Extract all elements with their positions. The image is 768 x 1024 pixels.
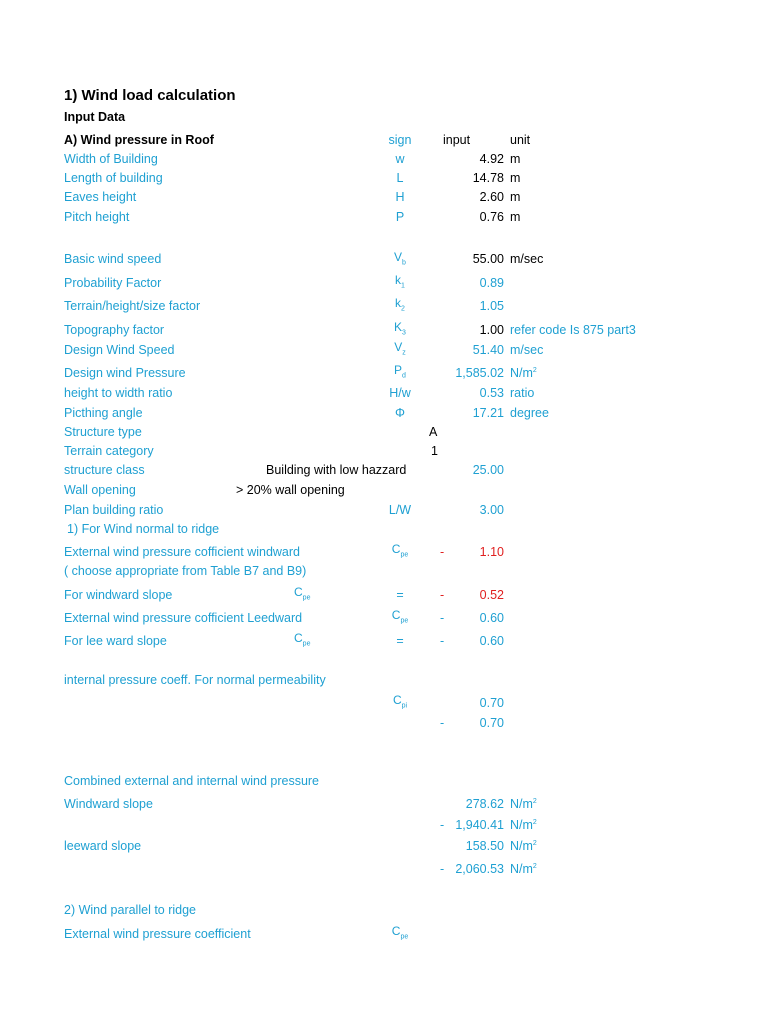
leeward-slope-sign: $C_{pe}$ <box>294 631 311 648</box>
windward-slope-sign: $C_{pe}$ <box>294 585 311 602</box>
wall-opening-desc: > 20% wall opening <box>236 483 345 497</box>
internal-sign: $C_{pi}$ <box>392 693 408 710</box>
combined-windward-1-unit: $N/m^2$ <box>510 797 537 811</box>
eaves-label: Eaves height <box>64 190 137 204</box>
windward-slope-value: 0.52 <box>479 588 504 602</box>
combined-leeward-1-unit: $N/m^2$ <box>510 839 537 853</box>
structure-class-label: structure class <box>64 463 145 477</box>
width-unit: m <box>510 152 521 166</box>
pitch-sign: P <box>395 210 405 224</box>
prob-label: Probability Factor <box>64 276 162 290</box>
combined-leeward-dash: - <box>440 862 445 876</box>
design-pressure-unit: $N/m^2$ <box>510 366 537 380</box>
leeward-slope-value: 0.60 <box>479 634 504 648</box>
angle-value: 17.21 <box>472 406 504 420</box>
design-pressure-value: 1,585.02 <box>455 366 504 380</box>
internal-value-2: 0.70 <box>479 716 504 730</box>
ext-parallel-sign: $C_{pe}$ <box>391 924 409 941</box>
windward-slope-eq: = <box>396 588 404 602</box>
ext-windward-label: External wind pressure cofficient windward <box>64 545 300 559</box>
combined-windward-label: Windward slope <box>64 797 153 811</box>
terrain-cat-value: 1 <box>431 444 438 458</box>
structure-type-label: Structure type <box>64 425 142 439</box>
section-a-heading: A) Wind pressure in Roof <box>64 133 214 147</box>
ext-windward-dash: - <box>440 545 445 559</box>
wall-opening-label: Wall opening <box>64 483 136 497</box>
design-speed-label: Design Wind Speed <box>64 343 175 357</box>
pitch-label: Pitch height <box>64 210 130 224</box>
header-sign: sign <box>388 133 412 147</box>
ext-leeward-label: External wind pressure cofficient Leedward <box>64 611 303 625</box>
width-label: Width of Building <box>64 152 158 166</box>
ext-parallel-label: External wind pressure coefficient <box>64 927 251 941</box>
eaves-value: 2.60 <box>479 190 504 204</box>
hw-ratio-sign: H/w <box>389 386 411 400</box>
ext-leeward-value: 0.60 <box>479 611 504 625</box>
choose-table-note: ( choose appropriate from Table B7 and B9) <box>64 564 307 578</box>
design-pressure-label: Design wind Pressure <box>64 366 186 380</box>
combined-leeward-2-unit: $N/m^2$ <box>510 862 537 876</box>
terrain-sign: $k_2$ <box>395 296 405 313</box>
basic-speed-unit: m/sec <box>510 252 544 266</box>
hw-ratio-value: 0.53 <box>479 386 504 400</box>
combined-windward-1: 278.62 <box>465 797 504 811</box>
topo-sign: $K_3$ <box>394 320 406 337</box>
terrain-cat-label: Terrain category <box>64 444 154 458</box>
angle-unit: degree <box>510 406 549 420</box>
internal-dash: - <box>440 716 445 730</box>
terrain-label: Terrain/height/size factor <box>64 299 201 313</box>
leeward-slope-eq: = <box>396 634 404 648</box>
combined-leeward-label: leeward slope <box>64 839 142 853</box>
design-speed-unit: m/sec <box>510 343 544 357</box>
structure-type-value: A <box>429 425 438 439</box>
windward-slope-label: For windward slope <box>64 588 173 602</box>
ext-leeward-dash: - <box>440 611 445 625</box>
angle-sign: Φ <box>395 406 405 420</box>
page-title: 1) Wind load calculation <box>64 87 236 104</box>
topo-value: 1.00 <box>479 323 504 337</box>
header-unit: unit <box>510 133 531 147</box>
leeward-slope-dash: - <box>440 634 445 648</box>
pitch-value: 0.76 <box>479 210 504 224</box>
length-sign: L <box>396 171 404 185</box>
ext-windward-sign: $C_{pe}$ <box>391 542 409 559</box>
combined-heading: Combined external and internal wind pressure <box>64 774 320 788</box>
internal-value-1: 0.70 <box>479 696 504 710</box>
plan-ratio-sign: L/W <box>388 503 412 517</box>
hw-ratio-label: height to width ratio <box>64 386 173 400</box>
ext-leeward-sign: $C_{pe}$ <box>391 608 409 625</box>
internal-label: internal pressure coeff. For normal permeability <box>64 673 326 687</box>
header-input: input <box>443 133 471 147</box>
topo-unit: refer code Is 875 part3 <box>510 323 636 337</box>
combined-windward-dash: - <box>440 818 445 832</box>
parallel-ridge-heading: 2) Wind parallel to ridge <box>64 903 197 917</box>
plan-ratio-value: 3.00 <box>479 503 504 517</box>
input-data-heading: Input Data <box>64 110 126 124</box>
hw-ratio-unit: ratio <box>510 386 535 400</box>
eaves-unit: m <box>510 190 521 204</box>
plan-ratio-label: Plan building ratio <box>64 503 164 517</box>
angle-label: Picthing angle <box>64 406 143 420</box>
length-label: Length of building <box>64 171 163 185</box>
structure-class-desc: Building with low hazzard <box>266 463 407 477</box>
pitch-unit: m <box>510 210 521 224</box>
width-value: 4.92 <box>479 152 504 166</box>
normal-ridge-heading: 1) For Wind normal to ridge <box>67 522 220 536</box>
combined-leeward-2: 2,060.53 <box>455 862 504 876</box>
topo-label: Topography factor <box>64 323 165 337</box>
length-value: 14.78 <box>472 171 504 185</box>
design-speed-sign: $V_z$ <box>394 340 406 357</box>
combined-leeward-1: 158.50 <box>465 839 504 853</box>
prob-value: 0.89 <box>479 276 504 290</box>
ext-windward-value: 1.10 <box>479 545 504 559</box>
eaves-sign: H <box>395 190 405 204</box>
combined-windward-2-unit: $N/m^2$ <box>510 818 537 832</box>
leeward-slope-label: For lee ward slope <box>64 634 167 648</box>
combined-windward-2: 1,940.41 <box>455 818 504 832</box>
length-unit: m <box>510 171 521 185</box>
structure-class-value: 25.00 <box>472 463 504 477</box>
prob-sign: $k_1$ <box>395 273 405 290</box>
windward-slope-dash: - <box>440 588 445 602</box>
design-pressure-sign: $P_d$ <box>394 363 406 380</box>
width-sign: w <box>395 152 405 166</box>
terrain-value: 1.05 <box>479 299 504 313</box>
basic-speed-value: 55.00 <box>472 252 504 266</box>
design-speed-value: 51.40 <box>472 343 504 357</box>
basic-speed-sign: $V_b$ <box>394 250 406 267</box>
basic-speed-label: Basic wind speed <box>64 252 162 266</box>
